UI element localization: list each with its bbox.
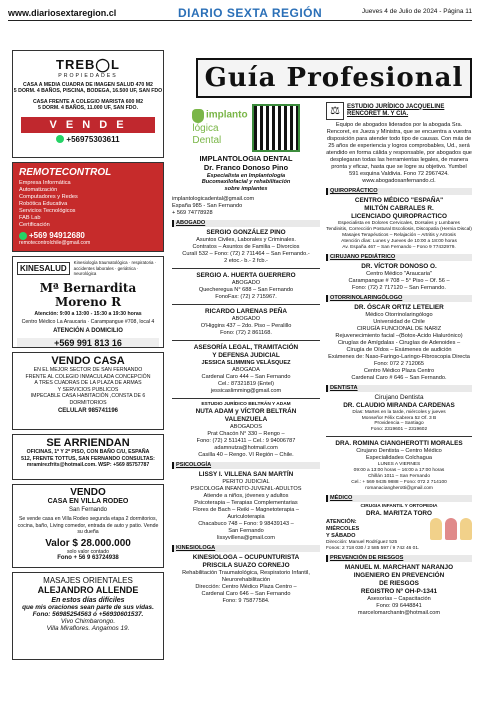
toro-att1: ATENCIÓN: [326,518,357,525]
narango-name3: DE RIESGOS [379,580,419,588]
section-otorrino: OTORRINOLARINGÓLOGO [326,295,472,302]
espana-l4: Atención días: Lunes y Jueves de 10:00 a 18:00 horas [341,238,457,244]
remotecontrol-ad [12,162,164,252]
implanto-phone[interactable]: + 569 74778928 [172,210,213,217]
section-kinesiologa: KINESIOLOGA [172,545,320,552]
cardenas-l3: Providencia – Santiago [374,421,424,427]
cianferotti-name: DRA. ROMINA CIANGHEROTTI MORALES [335,440,463,448]
trebol-logo-sub: PROPIEDADES [58,73,118,79]
ortiz-l5: Cirugías de Amígdalas - Cirugías de Adenoides – [337,339,461,346]
ortiz-l1: Médico Otorrinolaringólogo [365,311,433,318]
vendo-casa-line-0: EN EL MEJOR SECTOR DE SAN FERNANDO [33,367,143,373]
trebol-logo: TREB◯L [56,57,120,72]
remotecontrol-item-6: Certificación [19,221,50,228]
narango-name2: INGENIERO EN PREVENCIÓN [353,572,445,580]
masajes-ad [12,572,164,660]
cianferotti-l5: Chillán 1011 – San Fernando [367,474,431,480]
vendo-casa-line-3: Y SERVICIOS PUBLICOS [57,386,119,393]
villena-l2: PSICOLOGA INFANTO-JUVENIL-ADULTOS [190,486,302,493]
implanto-doctor: Dr. Franco Donoso Pino [203,163,289,173]
masajes-line5[interactable]: Fono: 56985254563 ó +56930601537. [32,611,144,618]
section-dentista: DENTISTA [326,385,472,392]
implanto-logo-word3: Dental [192,135,222,146]
scales-icon: ⚖ [326,102,344,120]
villa-rodeo-title: VENDO [70,487,106,498]
suazo-name1: KINESIOLOGA – OCUPUNTURISTA [192,553,300,561]
implanto-ad [172,102,320,154]
gonzalez-l2: Contratos – Asuntos de Familia – Divorcios [192,244,300,251]
huerta-l1: ABOGADO [231,280,261,287]
narango-l3[interactable]: marcelomarchantn@hotmail.com [357,610,441,617]
suazo-l5: Fono: 9 75877584. [222,597,270,604]
guia-col-left [172,102,320,605]
implanto-logo [192,109,247,148]
asesoria-l2: Cardenal Caro 444 – San Fernando [201,374,291,381]
espana-l2: Tendinitis, Corrección Postural Escoliosis, Discopatía (Hernia Discal) [326,226,472,232]
cardenas-name: DR. CLAUDIO MIRANDA CARDENAS [343,401,455,409]
section-psicologia: PSICOLOGÍA [172,462,320,469]
arriendan-title: SE ARRIENDAN [46,437,130,449]
suazo-l2: Neurorehabilitación [221,576,271,583]
qr-code-icon [252,104,300,152]
section-quiropractico: QUIROPRÁCTICO [326,188,472,195]
villena-name: LISSY I. VILLENA SAN MARTÍN [198,471,294,479]
toro-box [326,518,472,540]
date-page: Jueves 4 de Julio de 2024 - Página 11 [361,8,472,15]
cianferotti-l7[interactable]: romanaciangherotti@gmail.com [365,486,433,492]
remotecontrol-phone[interactable]: +569 94912680 [19,231,157,240]
trebol-line1: CASA A MEDIA CUADRA DE IMAGEN SALUD 470 M2 [23,81,153,88]
cianferotti-l6: Cel.: + 569 9435 9888 – Fono: 072 2 714100 [351,480,447,486]
remotecontrol-email[interactable]: remotecontrolchile@gmail.com [19,239,91,246]
arriendan-line2: 512, FRENTE TOTTUS, SAN FERNANDO CONSULTAS: [21,455,155,462]
villa-rodeo-price: Valor $ 28.000.000 [45,537,131,549]
estudio-web[interactable]: www.abogadosanfernando.cl. [362,177,436,184]
section-prevencion: PREVENCIÓN DE RIESGOS [326,555,472,562]
gonzalez-l4: 2 etoc.- b.- 2 fcb.- [224,258,268,265]
header-rule [8,20,472,21]
masthead: DIARIO SEXTA REGIÓN [178,6,323,20]
cianferotti-l1: Cirujano Dentista – Centro Médico [356,448,442,455]
asesoria-name3: JESSICA SLIMMING VELÁSQUEZ [201,360,291,367]
beltran-l5: Casilla 40 – Rengo. VI Región – Chile. [198,452,294,459]
trebol-line4: 5 DORM. 4 BAÑOS, 11.000 UF, SAN FDO. [37,105,139,111]
villena-l1: PERITO JUDICIAL [222,479,270,486]
vendo-casa-line-1: FRENTE AL COLEGIO INMACULADA CONCEPCIÓN [25,373,151,380]
estudio-header [326,102,472,120]
implanto-logo-word2: lógica [192,122,219,134]
implanto-name: IMPLANTOLOGIA DENTAL [199,154,293,163]
vendo-casa-line-4: IMPECABLE CASA HABITACIÓN ,CONSTA DE 6 [30,393,146,399]
estudio-title2: RENCORET M. Y CÍA. [347,111,409,117]
gonzalez-l1: Asuntos Civiles, Laborales y Criminales. [196,237,296,244]
narango-name4: REGISTRO Nº OH-P-1341 [360,588,438,596]
left-ads-column [12,50,164,664]
donoso-l2: Carampangue # 708 – 5° Piso – Of. 56 – [348,277,450,284]
toro-name: DRA. MARITZA TORO [365,510,433,518]
larenas-l1: ABOGADO [231,316,261,323]
ortiz-name: DR. ÓSCAR ORTIZ LETELIER [354,303,444,311]
masajes-line3: En estos días difíciles [51,597,125,604]
huerta-l3: FonoFax: (72) 2 715967. [215,294,277,301]
masajes-line6: Vivo Chimbarongo. [60,618,116,625]
cardenas-l2: Monseñor Félix Cabrera 52 Of. 3 B [361,415,437,421]
remotecontrol-item-5: FAB Lab [19,214,41,221]
arriendan-line1: OFICINAS, 1º Y 2º PISO, CON BAÑO C/U, ESPAÑA [26,449,150,455]
ortiz-l2: Universidad de Chile [373,318,425,325]
cianferotti-l3: LUNES A VIERNES [377,462,421,468]
donoso-name: DR. VÍCTOR DONOSO O. [361,262,437,270]
toro-att3: Y SÁBADO [326,532,356,539]
villena-l8: San Fernando [228,527,264,534]
huerta-l2: Quecheregua N° 688 – San Fernando [198,287,294,294]
larenas-l3: Fono: (72) 2 861168. [220,330,272,337]
kinesalud-tagline: Kinesiología traumatológica · respiratoria · accidentes laborales · geriátrica · neurológica [73,260,157,276]
suazo-l4: Cardenal Caro 646 – San Fernando [201,590,291,597]
beltran-l1: ABOGADOS [229,424,263,431]
estudio-title1: ESTUDIO JURÍDICO JACQUELINE [347,103,445,110]
asesoria-l3: Cel.: 87321819 (Entel) [218,381,274,388]
kinesalud-name: Mª Bernardita Moreno R [39,280,137,309]
ortiz-l10: Cardenal Caro # 646 – San Fernando. [351,374,447,381]
suazo-name2: PRISCILA SUAZO CORNEJO [202,561,290,569]
toro-l2: Fonos: 2 718 030 / 2 585 597 / 9 742 46 01. [326,546,420,552]
espana-l5: Av. España 467 – San Fernando – Fono 9 77432979. [342,244,456,250]
narango-name1: MANUEL M. MARCHANT NARANJO [344,564,454,572]
whatsapp-icon [56,135,64,143]
villena-l9[interactable]: lissyvillena@gmail.com [217,534,275,541]
cardenas-l0: Cirujano Dentista [374,393,424,401]
gonzalez-l3: Curalí 532 – Fono: (72) 2 711464 – San Fernando.- [182,251,310,258]
villa-rodeo-line1: CASA EN VILLA RODEO [47,498,129,505]
cianferotti-l2: Especialidades Colchagua [366,455,432,462]
narango-l2: Fono: 09 6448841 [376,603,422,610]
remotecontrol-item-0: Empresa Informática [19,180,71,186]
villa-rodeo-ad [12,484,164,568]
villa-rodeo-body: Se vende casa en Villa Rodeo segunda etapa 2 dormitorios, cocina, baño, Living comedor, entrada de auto y patio. Vende su dueña [17,516,159,536]
implanto-logo-word1: implanto [205,108,248,120]
espana-l1: Especialista en Dolores Cervicales, Dorsales y Lumbares [338,220,460,226]
toro-pre: CIRUGIA INFANTIL Y ORTOPEDIA [360,504,438,510]
ortiz-l8: Fono: 072 2 712065 [373,360,425,367]
children-illustration-icon [430,518,472,540]
tooth-icon [192,109,204,123]
beltran-name2: VALENZUELA [224,416,268,424]
villena-l4: Psicoterapia – Terapias Complementarias [194,500,298,506]
ortiz-l9: Centro Médico Plaza Centro [363,367,435,374]
vendo-casa-line-2: A TRES CUADRAS DE LA PLAZA DE ARMAS [34,380,142,386]
vendo-casa-ad [12,352,164,430]
kinesalud-home: ATENCIÓN A DOMICILIO [53,327,123,334]
trebol-ad [12,50,164,158]
kinesalud-logo: KINESALUD [17,262,70,275]
ortiz-l6: Cirugía de Oídos – Exámenes de audición [346,346,452,353]
arriendan-ad [12,434,164,480]
suazo-l3: Dirección: Centro Médico Plaza Centro – [195,583,297,590]
section-cirujano-pediatrico: CIRUJANO PEDIÁTRICO [326,254,472,261]
trebol-line3: CASA FRENTE A COLEGIO MARISTA 600 M2 [32,98,144,105]
cianferotti-l4: 09:00 a 13:00 horas – 16:00 a 17:00 horas [353,468,445,474]
espana-name3: LICENCIADO QUIROPRACTICO [351,212,447,220]
kinesalud-address: Centro Médico La Araucaria · Carampangue #708, local 4 [21,319,155,325]
suazo-l1: Rehabilitación Traumatológica, Respiratorio Infantil, [182,569,310,576]
beltran-l3: Fono: (72) 2 511411 – Cel.: 9 94006787 [196,438,296,445]
asesoria-l1: ABOGADA [232,367,260,374]
huerta-name: SERGIO A. HUERTA GUERRERO [196,272,296,280]
masajes-line7: Villa Miraflores. Angamos 19. [46,625,130,632]
masajes-line2: ALEJANDRO ALLENDE [37,585,139,595]
gonzalez-name: SERGIO GONZÁLEZ PINO [206,229,286,237]
villena-l6: Auriculoterapia [227,513,265,520]
villa-rodeo-line2: San Fernando [68,506,108,513]
donoso-l3: Fono: (72) 2 717120 – San Fernando. [352,284,446,291]
kinesalud-hours: Atención: 9:00 a 13:00 - 15:30 a 19:30 horas [34,310,142,317]
remotecontrol-item-1: Automatización [19,186,58,193]
vendo-casa-line-5: DORMITORIOS [69,399,107,406]
remotecontrol-item-2: Computadores y Redes [19,193,78,200]
ortiz-l4: Rejuvenecimiento facial –(Botox-Acido Hialurónico) [335,332,463,339]
larenas-l2: O'Higgins 437 – 2do. Piso – Peralillo [200,323,292,330]
remotecontrol-item-3: Robótica Educativa [19,200,68,207]
asesoria-name2: Y DEFENSA JUDICIAL [212,352,280,360]
masajes-line4: que mis oraciones sean parte de sus vidas. [22,604,154,611]
beltran-l2: Prat Chacón N° 330 – Rengo – [207,431,285,438]
site-url[interactable]: www.diariosextaregion.cl [8,8,117,18]
narango-l1: Asesorías – Capacitación [367,596,431,603]
estudio-body: Equipo de abogados liderados por la abogada Sra. Rencoret, ex Jueza y Ministra, que se encuentra a vuestra disposición para atender todo tipo de causas. Con más de 25 años de experiencia y logros comprobables, Ud., será atendido en forma cálida y responsable, por abogados que desplegaran todas las herramientas legales, de manera pronta y eficaz, hasta que se logre su objetivo. Yumbel 591 esquina Valdivia. Fono 72 2967424. [326,122,472,177]
implanto-spec1: Especialista en Implantología [206,172,286,179]
villena-l5: Flores de Bach – Reiki – Magnetoterapia – [192,506,300,513]
beltran-pre: ESTUDIO JURÍDICO BELTRÁN Y ADAM [201,402,291,408]
ortiz-l7: Exámenes de: Naso-Faringo-Laringo-Fibroscopia Directa [328,353,470,360]
espana-name1: CENTRO MÉDICO "ESPAÑA" [354,196,444,204]
trebol-phone[interactable]: +56975303611 [13,135,163,144]
implanto-spec3: sobre implantes [224,186,268,193]
whatsapp-icon [19,232,27,240]
beltran-name1: NUTA ADAM y VÍCTOR BELTRÁN [195,408,297,416]
asesoria-l4[interactable]: jessicaslimming@gmail.com [210,388,282,395]
masajes-line1: MASAJES ORIENTALES [43,576,133,585]
ortiz-l3: CIRUGÍA FUNCIONAL DE NARIZ [356,325,442,332]
guia-profesional [172,50,472,710]
larenas-name: RICARDO LARENAS PEÑA [204,308,288,316]
section-medico: MÉDICO [326,495,472,502]
guia-title: Guía Profesional [196,58,472,98]
donoso-l1: Centro Médico "Araucaria" [366,270,432,277]
villena-l7: Chacabuco 748 – Fono: 9 98439143 – [198,520,294,527]
kinesalud-ad [12,256,164,348]
guia-col-right [326,102,472,617]
trebol-cta: V E N D E [21,117,155,133]
toro-l1: Dirección: Manuel Rodríguez 525 [326,540,398,546]
arriendan-line3[interactable]: mramirezfrits@hotmail.com. WSP: +569 85757787 [26,462,150,468]
beltran-l4[interactable]: adamnutza@hotmail.com [214,445,278,452]
asesoria-name1: ASESORÍA LEGAL, TRAMITACIÓN [193,344,299,352]
vendo-casa-title: VENDO CASA [51,355,125,367]
section-abogado: ABOGADO [172,220,320,227]
cardenas-l1: Días: Martes en la tarde, miércoles y jueves [352,409,446,415]
implanto-spec2: Bucomaxilofacial y rehabilitación [201,179,291,186]
cardenas-l4: Fono: 2319601 – 2319602 [370,427,428,433]
remotecontrol-title: REMOTECONTROL [19,167,112,178]
implanto-email[interactable]: implantologicadental@gmail.com [172,196,255,203]
kinesalud-phone[interactable]: +569 991 813 16 [17,338,159,348]
villa-rodeo-note: solo valor contado [66,548,110,555]
espana-name2: MILTÓN CABRALES R. [364,204,434,212]
toro-att2: MIÉRCOLES [326,525,360,532]
page-header [0,0,480,34]
trebol-line2: 5 DORM. 4 BAÑOS, PISCINA, BODEGA, 16.500 UF, SAN FDO [13,88,163,94]
vendo-casa-phone[interactable]: CELULAR 985741196 [57,408,119,414]
villa-rodeo-phone[interactable]: Fono + 56 9 63724938 [57,555,119,562]
villena-l3: Atiende a niños, jóvenes y adultos [203,493,289,500]
espana-l3: Masajes Terapéuticos – Relajación – Artritis y Artrosis [342,232,456,238]
implanto-address: España 985 - San Fernando [172,203,243,210]
remotecontrol-item-4: Servicios Tecnológicos [19,207,76,214]
